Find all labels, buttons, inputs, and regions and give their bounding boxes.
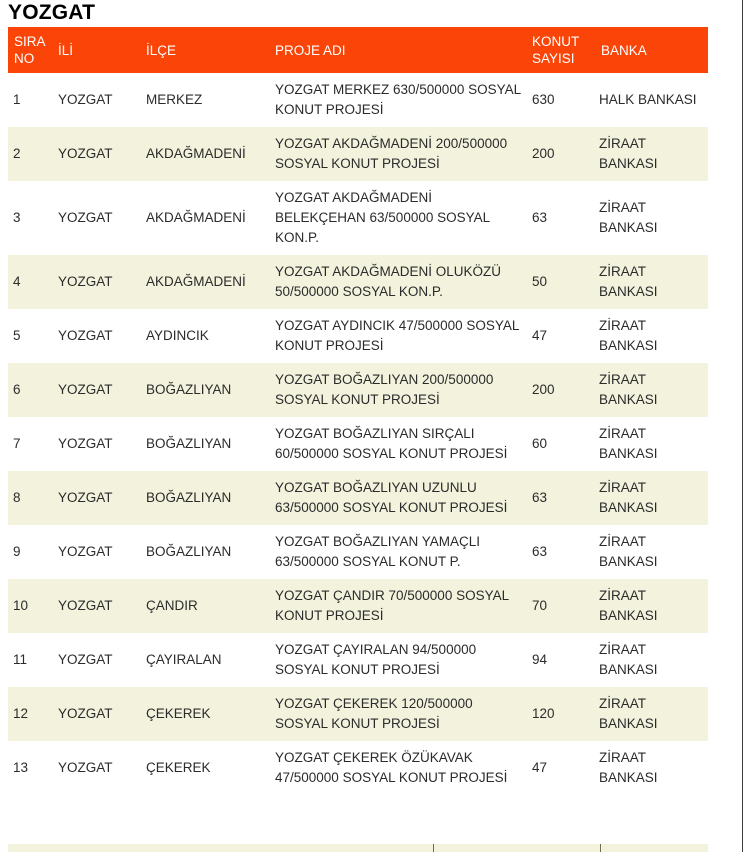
- cell-ilce: AYDINCIK: [140, 309, 269, 363]
- cell-ilce: BOĞAZLIYAN: [140, 417, 269, 471]
- page-title: YOZGAT: [8, 1, 96, 24]
- cell-proje-adi: YOZGAT ÇANDIR 70/500000 SOSYAL KONUT PROJESİ: [269, 579, 526, 633]
- table-row[interactable]: [8, 255, 708, 309]
- cell-il: YOZGAT: [52, 127, 140, 181]
- clipped-next-row: [8, 844, 708, 852]
- cell-banka: ZİRAAT BANKASI: [595, 525, 708, 579]
- cell-banka: ZİRAAT BANKASI: [595, 471, 708, 525]
- table-row[interactable]: [8, 741, 708, 795]
- table-row[interactable]: [8, 471, 708, 525]
- cell-sira-no: 10: [8, 579, 52, 633]
- table-row[interactable]: [8, 127, 708, 181]
- table-row[interactable]: [8, 363, 708, 417]
- cell-sira-no: 5: [8, 309, 52, 363]
- cell-proje-adi: YOZGAT BOĞAZLIYAN YAMAÇLI 63/500000 SOSYAL KONUT P.: [269, 525, 526, 579]
- cell-ilce: BOĞAZLIYAN: [140, 363, 269, 417]
- table-row[interactable]: [8, 309, 708, 363]
- cell-sira-no: 4: [8, 255, 52, 309]
- cell-proje-adi: YOZGAT BOĞAZLIYAN UZUNLU 63/500000 SOSYAL KONUT PROJESİ: [269, 471, 526, 525]
- cell-il: YOZGAT: [52, 525, 140, 579]
- cell-sira-no: 7: [8, 417, 52, 471]
- cell-proje-adi: YOZGAT ÇEKEREK 120/500000 SOSYAL KONUT PROJESİ: [269, 687, 526, 741]
- column-header-proje-adi[interactable]: PROJE ADI: [269, 27, 526, 73]
- cell-ilce: BOĞAZLIYAN: [140, 525, 269, 579]
- cell-konut-sayisi: 63: [526, 181, 595, 255]
- cell-sira-no: 11: [8, 633, 52, 687]
- column-header-il[interactable]: İLİ: [52, 27, 140, 73]
- cell-proje-adi: YOZGAT AKDAĞMADENİ 200/500000 SOSYAL KONUT PROJESİ: [269, 127, 526, 181]
- cell-il: YOZGAT: [52, 741, 140, 795]
- cell-sira-no: 9: [8, 525, 52, 579]
- cell-konut-sayisi: 63: [526, 471, 595, 525]
- cell-konut-sayisi: 47: [526, 309, 595, 363]
- table-header-row: [8, 27, 708, 73]
- cell-konut-sayisi: 50: [526, 255, 595, 309]
- cell-banka: HALK BANKASI: [595, 73, 708, 127]
- table-header: [8, 27, 708, 73]
- table-row[interactable]: [8, 417, 708, 471]
- column-header-banka[interactable]: BANKA: [595, 27, 708, 73]
- cell-proje-adi: YOZGAT AKDAĞMADENİ BELEKÇEHAN 63/500000 SOSYAL KON.P.: [269, 181, 526, 255]
- column-header-konut-sayisi[interactable]: KONUT SAYISI: [526, 27, 595, 73]
- cell-banka: ZİRAAT BANKASI: [595, 687, 708, 741]
- cell-il: YOZGAT: [52, 633, 140, 687]
- cell-konut-sayisi: 47: [526, 741, 595, 795]
- cell-ilce: MERKEZ: [140, 73, 269, 127]
- cell-banka: ZİRAAT BANKASI: [595, 633, 708, 687]
- cell-konut-sayisi: 63: [526, 525, 595, 579]
- housing-projects-table: [8, 27, 708, 795]
- cell-konut-sayisi: 60: [526, 417, 595, 471]
- cell-sira-no: 12: [8, 687, 52, 741]
- cell-ilce: BOĞAZLIYAN: [140, 471, 269, 525]
- cell-konut-sayisi: 200: [526, 363, 595, 417]
- cell-konut-sayisi: 120: [526, 687, 595, 741]
- table-row[interactable]: [8, 525, 708, 579]
- cell-il: YOZGAT: [52, 181, 140, 255]
- cell-banka: ZİRAAT BANKASI: [595, 309, 708, 363]
- cell-proje-adi: YOZGAT MERKEZ 630/500000 SOSYAL KONUT PROJESİ: [269, 73, 526, 127]
- column-header-sira-no[interactable]: SIRA NO: [8, 27, 52, 73]
- cell-proje-adi: YOZGAT BOĞAZLIYAN SIRÇALI 60/500000 SOSYAL KONUT PROJESİ: [269, 417, 526, 471]
- cell-sira-no: 8: [8, 471, 52, 525]
- cell-ilce: ÇEKEREK: [140, 687, 269, 741]
- table-row[interactable]: [8, 181, 708, 255]
- cell-il: YOZGAT: [52, 363, 140, 417]
- cell-sira-no: 6: [8, 363, 52, 417]
- cell-ilce: ÇAYIRALAN: [140, 633, 269, 687]
- cell-il: YOZGAT: [52, 687, 140, 741]
- cell-konut-sayisi: 630: [526, 73, 595, 127]
- cell-banka: ZİRAAT BANKASI: [595, 741, 708, 795]
- cell-il: YOZGAT: [52, 471, 140, 525]
- cell-ilce: AKDAĞMADENİ: [140, 127, 269, 181]
- cell-sira-no: 13: [8, 741, 52, 795]
- cell-ilce: AKDAĞMADENİ: [140, 255, 269, 309]
- cell-proje-adi: YOZGAT BOĞAZLIYAN 200/500000 SOSYAL KONUT PROJESİ: [269, 363, 526, 417]
- cell-banka: ZİRAAT BANKASI: [595, 255, 708, 309]
- cell-il: YOZGAT: [52, 255, 140, 309]
- table-row[interactable]: [8, 73, 708, 127]
- cell-ilce: AKDAĞMADENİ: [140, 181, 269, 255]
- table-row[interactable]: [8, 687, 708, 741]
- table-row[interactable]: [8, 633, 708, 687]
- table-row[interactable]: [8, 579, 708, 633]
- cell-il: YOZGAT: [52, 417, 140, 471]
- cell-proje-adi: YOZGAT ÇEKEREK ÖZÜKAVAK 47/500000 SOSYAL KONUT PROJESİ: [269, 741, 526, 795]
- cell-banka: ZİRAAT BANKASI: [595, 181, 708, 255]
- cell-banka: ZİRAAT BANKASI: [595, 127, 708, 181]
- cell-sira-no: 2: [8, 127, 52, 181]
- cell-il: YOZGAT: [52, 309, 140, 363]
- cell-sira-no: 1: [8, 73, 52, 127]
- cell-ilce: ÇEKEREK: [140, 741, 269, 795]
- cell-il: YOZGAT: [52, 579, 140, 633]
- cell-sira-no: 3: [8, 181, 52, 255]
- table-body: [8, 73, 708, 795]
- cell-proje-adi: YOZGAT ÇAYIRALAN 94/500000 SOSYAL KONUT PROJESİ: [269, 633, 526, 687]
- cell-konut-sayisi: 200: [526, 127, 595, 181]
- cell-konut-sayisi: 70: [526, 579, 595, 633]
- cell-ilce: ÇANDIR: [140, 579, 269, 633]
- cell-banka: ZİRAAT BANKASI: [595, 363, 708, 417]
- cell-banka: ZİRAAT BANKASI: [595, 579, 708, 633]
- housing-projects-table-wrapper: [8, 27, 708, 795]
- cell-banka: ZİRAAT BANKASI: [595, 417, 708, 471]
- cell-proje-adi: YOZGAT AYDINCIK 47/500000 SOSYAL KONUT PROJESİ: [269, 309, 526, 363]
- column-header-ilce[interactable]: İLÇE: [140, 27, 269, 73]
- cell-konut-sayisi: 94: [526, 633, 595, 687]
- cell-il: YOZGAT: [52, 73, 140, 127]
- cell-proje-adi: YOZGAT AKDAĞMADENİ OLUKÖZÜ 50/500000 SOSYAL KON.P.: [269, 255, 526, 309]
- page-right-edge-rule: [742, 0, 743, 852]
